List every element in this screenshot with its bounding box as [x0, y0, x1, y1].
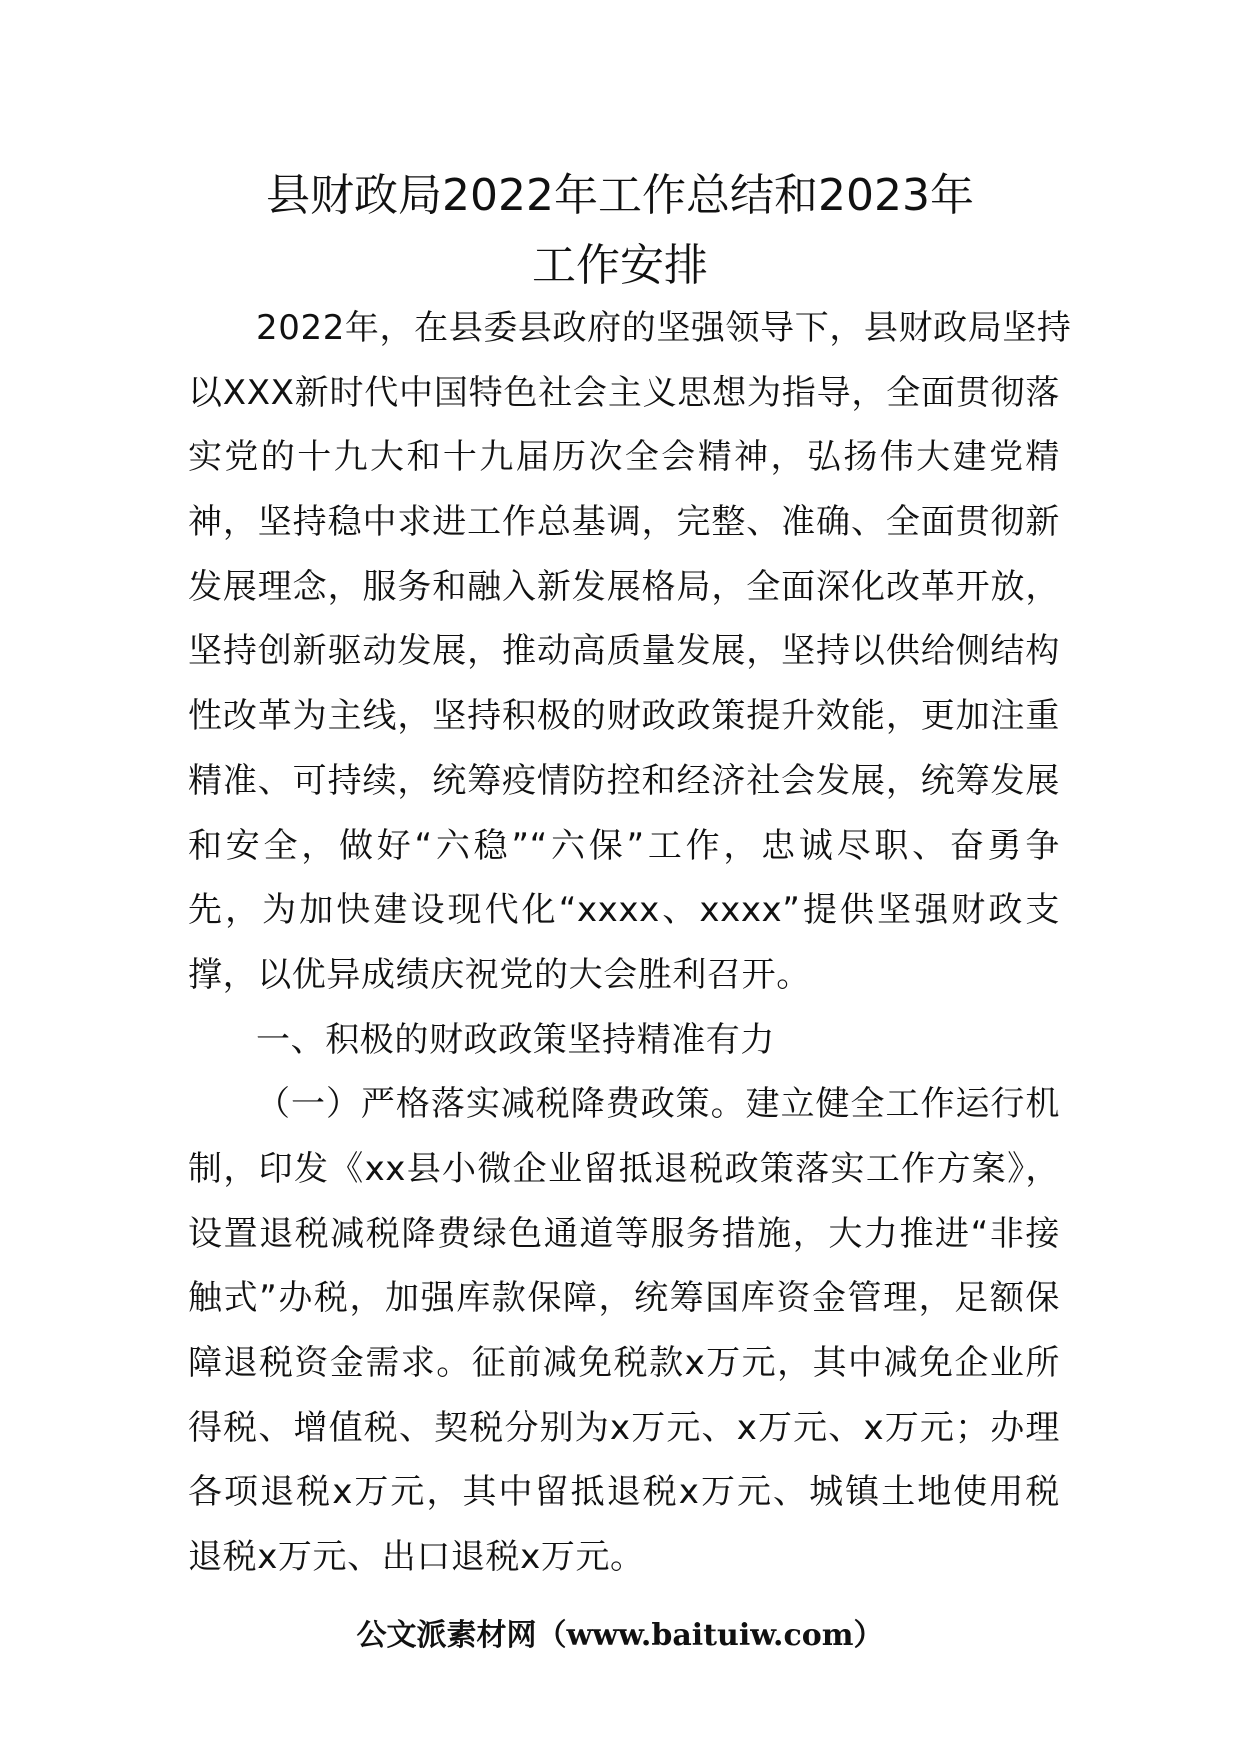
- paragraph-line: 制，印发《xx县小微企业留抵退税政策落实工作方案》，: [188, 1148, 1060, 1189]
- paragraph-line: 精准、可持续，统筹疫情防控和经济社会发展，统筹发展: [188, 760, 1060, 801]
- paragraph-line: 神，坚持稳中求进工作总基调，完整、准确、全面贯彻新: [188, 502, 1060, 543]
- footer-watermark: 公文派素材网（www.baituiw.com）: [356, 1618, 884, 1653]
- document-body: [188, 296, 1072, 1590]
- paragraph-line: 发展理念，服务和融入新发展格局，全面深化改革开放，: [188, 566, 1060, 607]
- paragraph-line: 2022年，在县委县政府的坚强领导下，县财政局坚持: [256, 308, 1072, 348]
- document-title-line-1: 县财政局2022年工作总结和2023年: [266, 170, 974, 221]
- paragraph-line: 触式”办税，加强库款保障，统筹国库资金管理，足额保: [188, 1278, 1060, 1319]
- paragraph-line: 撑，以优异成绩庆祝党的大会胜利召开。: [188, 954, 811, 995]
- paragraph-line: （一）严格落实减税降费政策。建立健全工作运行机: [256, 1084, 1060, 1125]
- paragraph-line: 设置退税减税降费绿色通道等服务措施，大力推进“非接: [188, 1213, 1060, 1254]
- paragraph-line: 各项退税x万元，其中留抵退税x万元、城镇土地使用税: [188, 1472, 1060, 1513]
- paragraph-line: 先，为加快建设现代化“xxxx、xxxx”提供坚强财政支: [188, 890, 1060, 931]
- paragraph-line: 和安全，做好“六稳”“六保”工作，忠诚尽职、奋勇争: [188, 825, 1060, 866]
- section-heading: 一、积极的财政政策坚持精准有力: [256, 1019, 775, 1060]
- paragraph-line: 坚持创新驱动发展，推动高质量发展，坚持以供给侧结构: [188, 631, 1060, 672]
- paragraph-line: 得税、增值税、契税分别为x万元、x万元、x万元；办理: [188, 1407, 1060, 1448]
- paragraph-line: 以XXX新时代中国特色社会主义思想为指导，全面贯彻落: [188, 372, 1060, 413]
- paragraph-line: 实党的十九大和十九届历次全会精神，弘扬伟大建党精: [188, 437, 1060, 478]
- document-title-line-2: 工作安排: [532, 240, 708, 291]
- paragraph-line: 性改革为主线，坚持积极的财政政策提升效能，更加注重: [188, 696, 1060, 737]
- paragraph-line: 退税x万元、出口退税x万元。: [188, 1537, 645, 1578]
- paragraph-line: 障退税资金需求。征前减免税款x万元，其中减免企业所: [188, 1343, 1060, 1383]
